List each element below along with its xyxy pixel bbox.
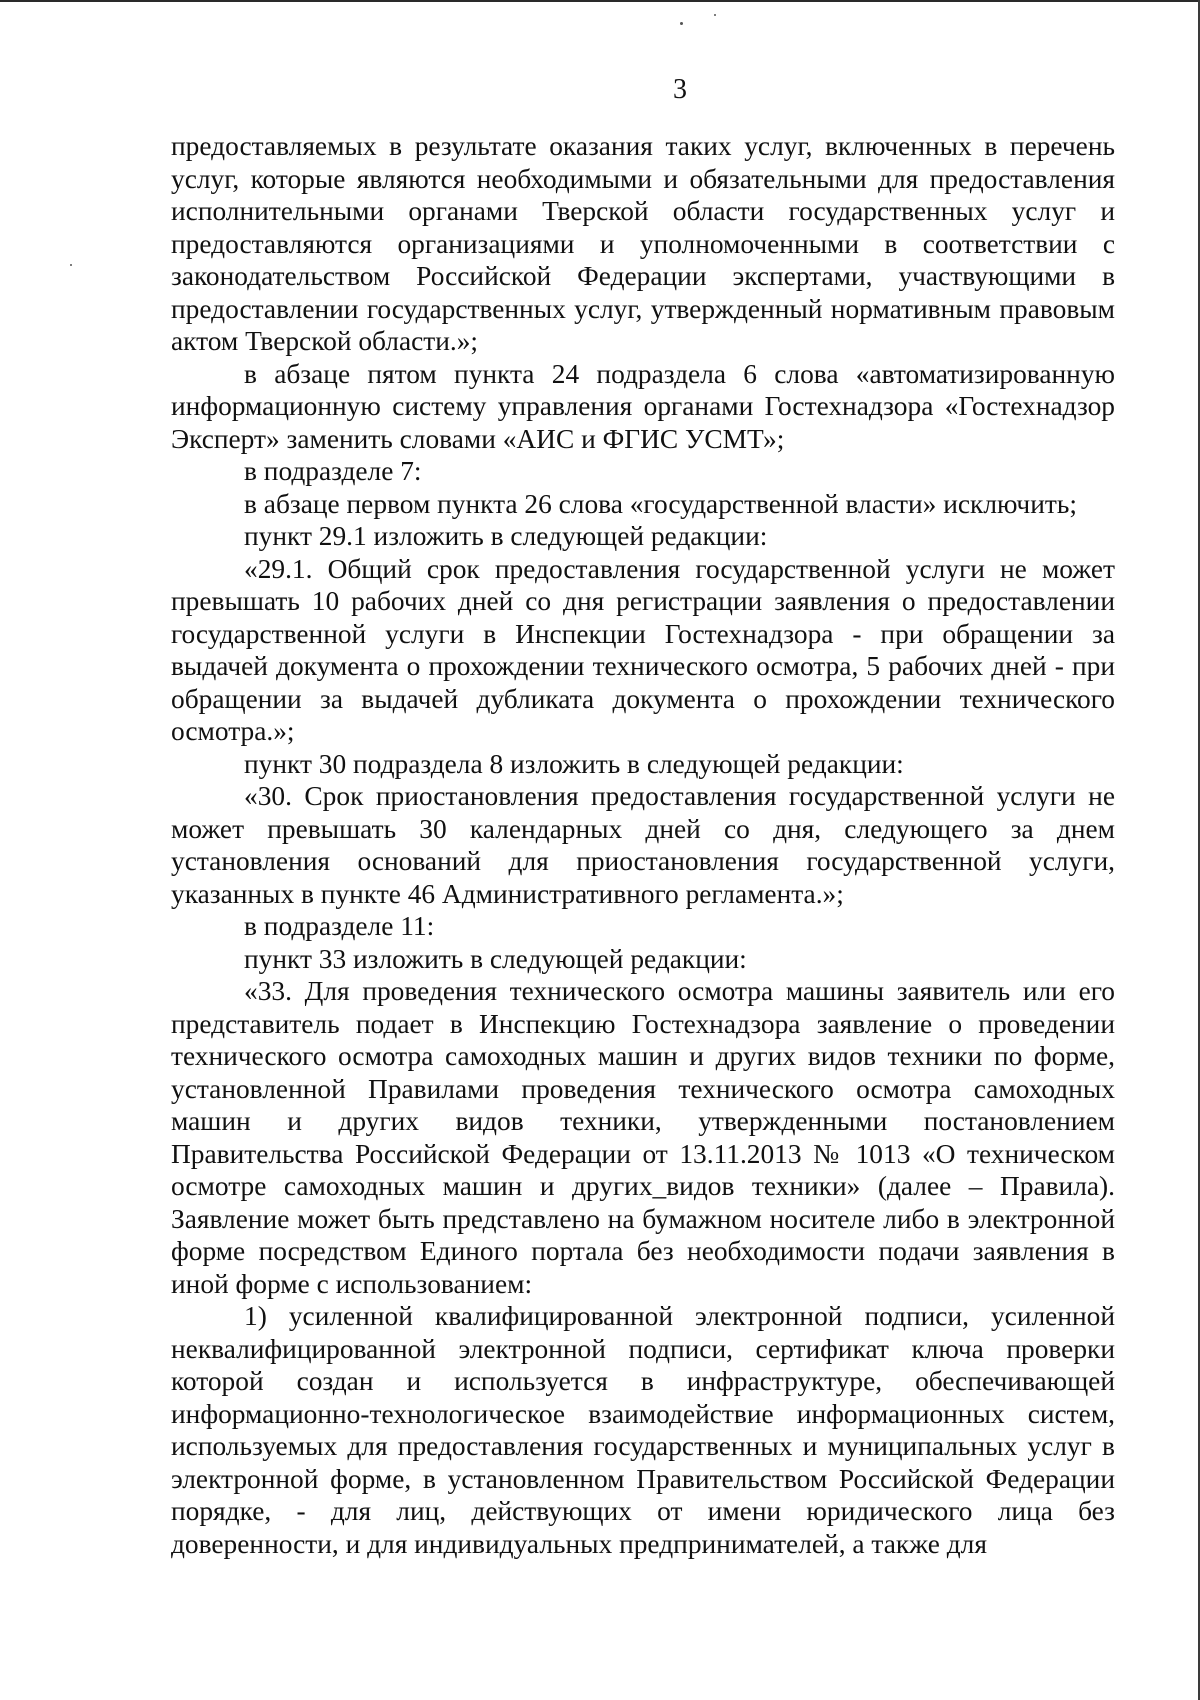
page-number: 3 [673,74,687,105]
paragraph-item-29-1-intro: пункт 29.1 изложить в следующей редакции: [244,521,768,551]
paragraph-item-33: «33. Для проведения технического осмотра машины заявитель или его представитель подает в Инспекцию Гостехнадзора заявление о проведении технического осмотра самоходных машин и других видов техники по форме, установленной Правилами проведения технического осмотра самоходных машин и других видов техники, утвержденными постановлением Правительства Российской Федерации от 13.11.2013 № 1013 «О техническом осмотре самоходных машин и других_видов техники» (далее – Правила). Заявление может быть представлено на бумажном носителе либо в электронной форме посредством Единого портала без необходимости подачи заявления в иной форме с использованием: [171,976,1115,1299]
paragraph-item-29-1: «29.1. Общий срок предоставления государственной услуги не может превышать 10 рабочих дней со дня регистрации заявления о предоставлении государственной услуги в Инспекции Гостехнадзора - при обращении за выдачей документа о прохождении технического осмотра, 5 рабочих дней - при обращении за выдачей дубликата документа о прохождении технического осмотра.»; [171,553,1115,746]
scan-speck [714,14,716,16]
scan-speck [70,264,72,266]
paragraph-amendment-item-26: в абзаце первом пункта 26 слова «государственной власти» исключить; [244,488,1077,519]
paragraph-subsection-7: в подразделе 7: [244,456,422,486]
paragraph-item-33-intro: пункт 33 изложить в следующей редакции: [244,943,747,974]
paragraph-subsection-11: в подразделе 11: [244,911,435,941]
paragraph-continuation: предоставляемых в результате оказания таких услуг, включенных в перечень услуг, которые являются необходимыми и обязательными для предоставления исполнительными органами Тверской области государственных услуг и предоставляются организациями и уполномоченными в соответствии с законодательством Российской Федерации экспертами, участвующими в предоставлении государственных услуг, утвержденный нормативным правовым актом Тверской области.»; [171,131,1115,356]
scan-top-edge [0,0,1200,2]
paragraph-item-30-intro: пункт 30 подраздела 8 изложить в следующей редакции: [244,748,904,779]
paragraph-item-33-sub-1: 1) усиленной квалифицированной электронной подписи, усиленной неквалифицированной электронной подписи, сертификат ключа проверки которой создан и используется в инфраструктуре, обеспечивающей информационно-технологическое взаимодействие информационных систем, используемых для предоставления государственных и муниципальных услуг в электронной форме, в установленном Правительством Российской Федерации порядке, - для лиц, действующих от имени юридического лица без доверенности, и для индивидуальных предпринимателей, а также для [171,1301,1115,1559]
paragraph-amendment-item-24: в абзаце пятом пункта 24 подраздела 6 слова «автоматизированную информационную систему управления органами Гостехнадзора «Гостехнадзор Эксперт» заменить словами «АИС и ФГИС УСМТ»; [171,358,1115,454]
document-body [171,130,1115,1560]
scan-speck [680,22,683,25]
paragraph-item-30: «30. Срок приостановления предоставления государственной услуги не может превышать 30 календарных дней со дня, следующего за днем установления оснований для приостановления государственной услуги, указанных в пункте 46 Административного регламента.»; [171,781,1115,909]
